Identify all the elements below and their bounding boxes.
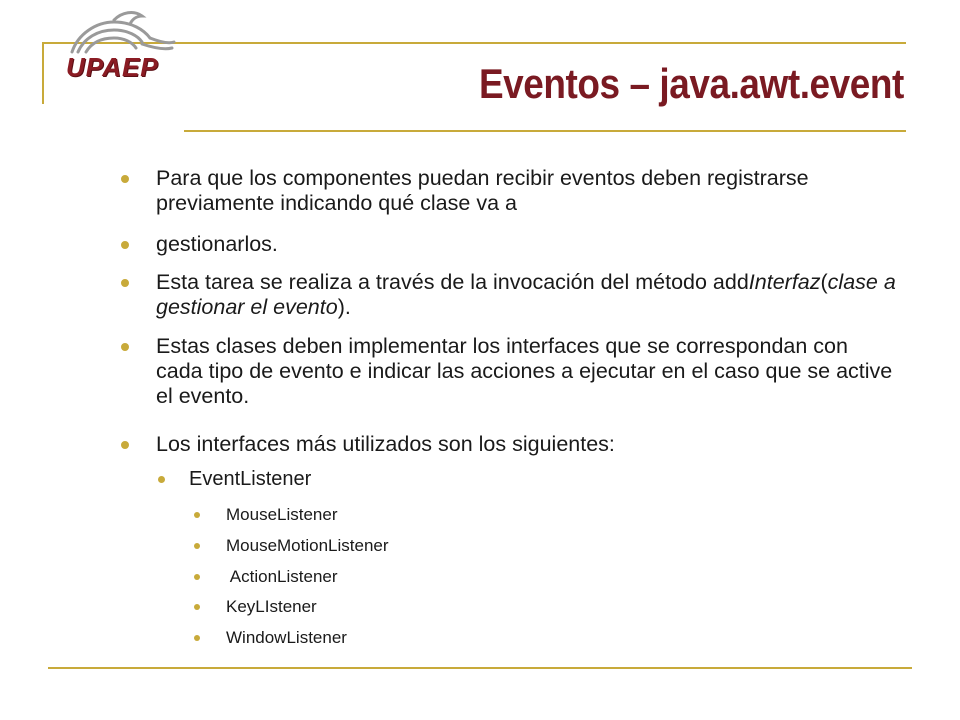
bullet-text: MouseListener xyxy=(226,505,338,524)
bullet-icon xyxy=(121,279,129,287)
bullet-text: KeyLIstener xyxy=(226,597,317,616)
sub-sub-list-item xyxy=(226,628,347,648)
bullet-icon xyxy=(194,604,200,610)
list-item xyxy=(156,334,896,409)
bullet-text-italic: Interfaz xyxy=(748,270,821,294)
sub-list-item xyxy=(189,467,311,491)
bullet-text: ActionListener xyxy=(226,567,338,586)
bullet-text: gestionarlos. xyxy=(156,232,278,256)
bullet-icon xyxy=(194,512,200,518)
bullet-text-part: Esta tarea se realiza a través de la invocación del método add xyxy=(156,270,749,294)
bullet-text-part: ). xyxy=(337,295,351,319)
bullet-icon xyxy=(194,543,200,549)
bullet-text: Estas clases deben implementar los interfaces que se correspondan con cada tipo de evento e indicar las acciones a ejecutar en el caso que se active el evento. xyxy=(156,334,893,408)
bottom-border-line xyxy=(48,667,912,669)
list-item xyxy=(156,166,896,216)
bullet-text-italic: clase a gestionar el evento xyxy=(156,270,896,319)
bullet-icon xyxy=(194,574,200,580)
sub-sub-list-item xyxy=(226,536,389,556)
bullet-text: MouseMotionListener xyxy=(226,536,389,555)
list-item xyxy=(156,432,896,457)
bullet-icon xyxy=(158,476,165,483)
list-item xyxy=(156,270,896,320)
bullet-icon xyxy=(121,241,129,249)
sub-sub-list-item xyxy=(226,567,338,587)
left-border-line xyxy=(42,42,44,104)
bullet-icon xyxy=(194,635,200,641)
logo-text: UPAEP xyxy=(66,52,159,82)
slide-title: Eventos – java.awt.event xyxy=(479,60,904,107)
bullet-text: EventListener xyxy=(189,468,312,490)
bullet-icon xyxy=(121,343,129,351)
title-underline xyxy=(184,130,906,132)
sub-sub-list-item xyxy=(226,505,338,525)
bullet-text-part: ( xyxy=(820,270,828,294)
bullet-text: Los interfaces más utilizados son los siguientes: xyxy=(156,432,615,456)
bullet-text: WindowListener xyxy=(226,628,347,647)
bullet-icon xyxy=(121,175,129,183)
bullet-text: Para que los componentes puedan recibir eventos deben registrarse previamente indicando qué clase va a xyxy=(156,166,809,215)
sub-sub-list-item xyxy=(226,597,317,617)
list-item xyxy=(156,232,896,257)
bullet-icon xyxy=(121,441,129,449)
